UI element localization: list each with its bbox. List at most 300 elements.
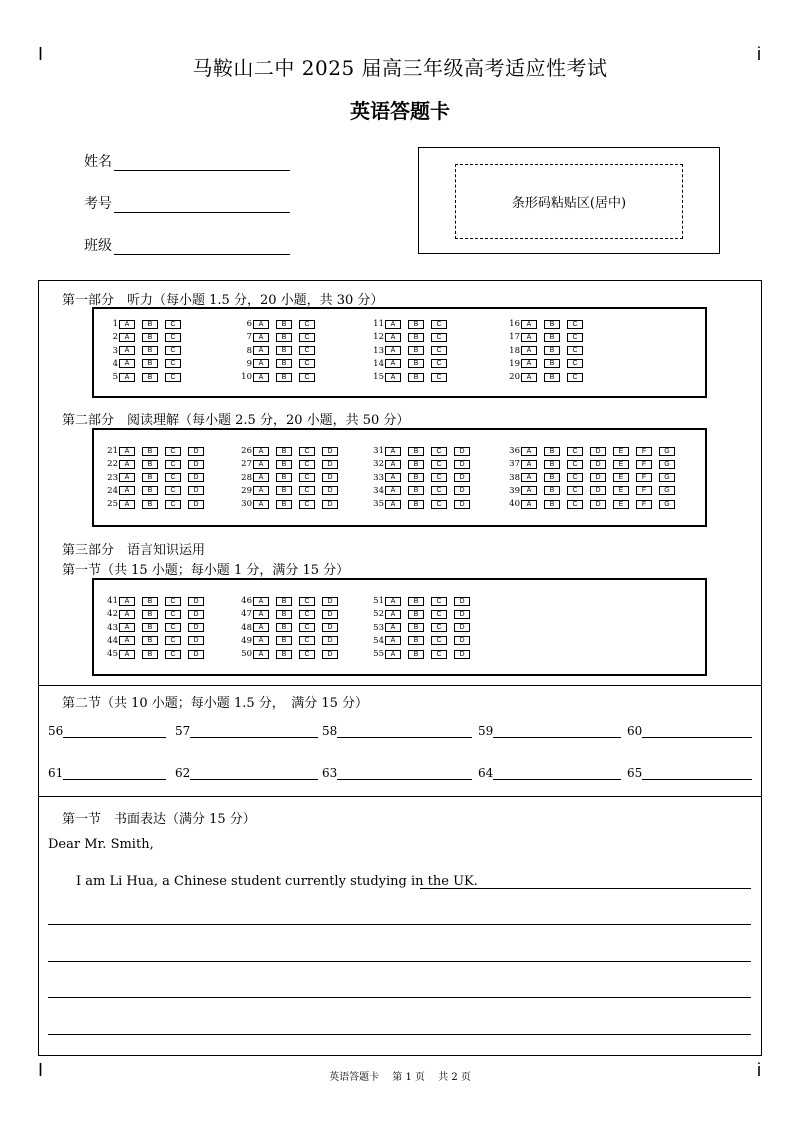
- option-bubble-b[interactable]: B: [544, 373, 560, 382]
- option-bubble-c[interactable]: C: [165, 623, 181, 632]
- fill-in-blank[interactable]: [322, 724, 472, 738]
- fill-in-blank[interactable]: [627, 724, 752, 738]
- option-bubble-b[interactable]: B: [408, 333, 424, 342]
- name-line[interactable]: [114, 154, 290, 171]
- option-bubble-b[interactable]: B: [408, 473, 424, 482]
- question-number: 12: [373, 332, 384, 343]
- option-bubble-b[interactable]: B: [276, 610, 292, 619]
- blank-line[interactable]: [642, 724, 752, 738]
- exam-title: 马鞍山二中 2025 届高三年级高考适应性考试: [192, 56, 608, 80]
- option-bubble-c[interactable]: C: [299, 597, 315, 606]
- writing-line[interactable]: [48, 997, 751, 998]
- option-bubble-b[interactable]: B: [276, 373, 292, 382]
- blank-number: 61: [48, 766, 64, 780]
- fill-in-blank[interactable]: [48, 724, 166, 738]
- option-bubble-a[interactable]: A: [385, 486, 401, 495]
- blank-line[interactable]: [337, 766, 472, 780]
- option-bubble-g[interactable]: G: [659, 447, 675, 456]
- option-bubble-b[interactable]: B: [544, 500, 560, 509]
- fill-in-blank[interactable]: [175, 724, 318, 738]
- option-bubble-c[interactable]: C: [165, 610, 181, 619]
- option-bubble-c[interactable]: C: [567, 486, 583, 495]
- blank-line[interactable]: [190, 724, 318, 738]
- option-bubble-a[interactable]: A: [385, 359, 401, 368]
- option-bubble-c[interactable]: C: [299, 650, 315, 659]
- question-number: 17: [509, 332, 520, 343]
- option-bubble-a[interactable]: A: [253, 597, 269, 606]
- option-bubble-d[interactable]: D: [454, 473, 470, 482]
- option-bubble-d[interactable]: D: [590, 500, 606, 509]
- option-bubble-d[interactable]: D: [590, 473, 606, 482]
- option-bubble-b[interactable]: B: [142, 597, 158, 606]
- option-bubble-a[interactable]: A: [385, 346, 401, 355]
- option-bubble-c[interactable]: C: [431, 486, 447, 495]
- question-number: 51: [373, 596, 384, 606]
- option-bubble-c[interactable]: C: [431, 320, 447, 329]
- option-bubble-d[interactable]: D: [188, 623, 204, 632]
- option-bubble-b[interactable]: B: [142, 636, 158, 645]
- option-bubble-d[interactable]: D: [322, 473, 338, 482]
- question-row: [226, 445, 345, 457]
- question-number: 4: [112, 358, 118, 369]
- question-row: [494, 458, 682, 470]
- option-bubble-a[interactable]: A: [521, 359, 537, 368]
- option-bubble-c[interactable]: C: [431, 359, 447, 368]
- option-bubble-a[interactable]: A: [253, 320, 269, 329]
- option-bubble-d[interactable]: D: [188, 500, 204, 509]
- option-bubble-a[interactable]: A: [119, 610, 135, 619]
- page-footer: 英语答题卡 第 1 页 共 2 页: [329, 1072, 471, 1083]
- fill-in-blank[interactable]: [478, 766, 621, 780]
- writing-salutation: Dear Mr. Smith,: [48, 837, 154, 852]
- option-bubble-e[interactable]: E: [613, 460, 629, 469]
- option-bubble-f[interactable]: F: [636, 473, 652, 482]
- option-bubble-c[interactable]: C: [299, 447, 315, 456]
- option-bubble-b[interactable]: B: [408, 650, 424, 659]
- question-row: [226, 498, 345, 510]
- option-bubble-c[interactable]: C: [299, 460, 315, 469]
- option-bubble-f[interactable]: F: [636, 500, 652, 509]
- question-row: [358, 648, 477, 660]
- question-row: [226, 595, 345, 607]
- option-bubble-b[interactable]: B: [142, 610, 158, 619]
- option-bubble-e[interactable]: E: [613, 447, 629, 456]
- option-bubble-b[interactable]: B: [142, 320, 158, 329]
- option-bubble-b[interactable]: B: [408, 373, 424, 382]
- option-bubble-a[interactable]: A: [253, 486, 269, 495]
- option-bubble-b[interactable]: B: [276, 473, 292, 482]
- question-number: 20: [509, 372, 520, 383]
- option-bubble-a[interactable]: A: [385, 610, 401, 619]
- option-bubble-c[interactable]: C: [299, 333, 315, 342]
- option-bubble-b[interactable]: B: [276, 359, 292, 368]
- option-bubble-a[interactable]: A: [253, 473, 269, 482]
- option-bubble-a[interactable]: A: [253, 333, 269, 342]
- question-row: [358, 498, 477, 510]
- option-bubble-b[interactable]: B: [408, 623, 424, 632]
- blank-line[interactable]: [190, 766, 318, 780]
- question-row: [226, 622, 345, 634]
- option-bubble-d[interactable]: D: [454, 597, 470, 606]
- option-bubble-c[interactable]: C: [431, 623, 447, 632]
- question-number: 2: [112, 332, 118, 343]
- question-number: 21: [107, 446, 118, 456]
- option-bubble-b[interactable]: B: [408, 486, 424, 495]
- option-bubble-a[interactable]: A: [385, 500, 401, 509]
- fill-in-blank[interactable]: [322, 766, 472, 780]
- option-bubble-a[interactable]: A: [385, 650, 401, 659]
- option-bubble-g[interactable]: G: [659, 473, 675, 482]
- option-bubble-d[interactable]: D: [322, 650, 338, 659]
- option-bubble-c[interactable]: C: [299, 320, 315, 329]
- option-bubble-c[interactable]: C: [165, 636, 181, 645]
- option-bubble-e[interactable]: E: [613, 486, 629, 495]
- option-bubble-a[interactable]: A: [253, 636, 269, 645]
- option-bubble-c[interactable]: C: [299, 486, 315, 495]
- option-bubble-a[interactable]: A: [119, 346, 135, 355]
- option-bubble-d[interactable]: D: [188, 610, 204, 619]
- option-bubble-b[interactable]: B: [142, 486, 158, 495]
- option-bubble-d[interactable]: D: [188, 486, 204, 495]
- option-bubble-b[interactable]: B: [408, 346, 424, 355]
- option-bubble-b[interactable]: B: [276, 447, 292, 456]
- question-number: 44: [107, 635, 118, 646]
- option-bubble-a[interactable]: A: [385, 320, 401, 329]
- fill-in-blank[interactable]: [48, 766, 166, 780]
- option-bubble-b[interactable]: B: [544, 333, 560, 342]
- option-bubble-a[interactable]: A: [521, 373, 537, 382]
- blank-line[interactable]: [63, 766, 166, 780]
- question-number: 19: [509, 358, 520, 369]
- question-row: [92, 485, 211, 497]
- option-bubble-c[interactable]: C: [431, 333, 447, 342]
- option-bubble-a[interactable]: A: [521, 486, 537, 495]
- blank-line[interactable]: [493, 766, 621, 780]
- option-bubble-d[interactable]: D: [454, 650, 470, 659]
- option-bubble-d[interactable]: D: [322, 597, 338, 606]
- option-bubble-a[interactable]: A: [253, 500, 269, 509]
- option-bubble-b[interactable]: B: [544, 346, 560, 355]
- blank-number: 64: [478, 766, 494, 780]
- option-bubble-d[interactable]: D: [454, 486, 470, 495]
- option-bubble-a[interactable]: A: [119, 460, 135, 469]
- option-bubble-a[interactable]: A: [119, 597, 135, 606]
- option-bubble-a[interactable]: A: [119, 333, 135, 342]
- question-number: 32: [373, 459, 384, 470]
- option-bubble-c[interactable]: C: [165, 460, 181, 469]
- question-row: [358, 345, 454, 357]
- option-bubble-c[interactable]: C: [165, 320, 181, 329]
- option-bubble-a[interactable]: A: [253, 623, 269, 632]
- option-bubble-d[interactable]: D: [590, 447, 606, 456]
- name-field[interactable]: [84, 151, 290, 171]
- option-bubble-a[interactable]: A: [521, 333, 537, 342]
- question-row: [358, 485, 477, 497]
- option-bubble-a[interactable]: A: [521, 500, 537, 509]
- question-number: 54: [373, 635, 384, 646]
- option-bubble-g[interactable]: G: [659, 486, 675, 495]
- option-bubble-b[interactable]: B: [142, 359, 158, 368]
- option-bubble-b[interactable]: B: [276, 636, 292, 645]
- option-bubble-a[interactable]: A: [385, 597, 401, 606]
- question-row: [226, 472, 345, 484]
- question-row: [358, 458, 477, 470]
- option-bubble-c[interactable]: C: [299, 500, 315, 509]
- option-bubble-c[interactable]: C: [567, 373, 583, 382]
- option-bubble-b[interactable]: B: [408, 447, 424, 456]
- option-bubble-d[interactable]: D: [322, 486, 338, 495]
- option-bubble-b[interactable]: B: [142, 346, 158, 355]
- question-row: [358, 331, 454, 343]
- question-number: 23: [107, 472, 118, 483]
- option-bubble-c[interactable]: C: [431, 636, 447, 645]
- option-bubble-a[interactable]: A: [253, 447, 269, 456]
- option-bubble-a[interactable]: A: [119, 473, 135, 482]
- option-bubble-c[interactable]: C: [165, 346, 181, 355]
- blank-line[interactable]: [63, 724, 166, 738]
- option-bubble-a[interactable]: A: [385, 373, 401, 382]
- option-bubble-c[interactable]: C: [165, 359, 181, 368]
- option-bubble-d[interactable]: D: [322, 500, 338, 509]
- option-bubble-b[interactable]: B: [408, 500, 424, 509]
- option-bubble-g[interactable]: G: [659, 460, 675, 469]
- writing-line[interactable]: [48, 1034, 751, 1035]
- option-bubble-a[interactable]: A: [521, 460, 537, 469]
- option-bubble-d[interactable]: D: [188, 636, 204, 645]
- option-bubble-d[interactable]: D: [454, 623, 470, 632]
- option-bubble-b[interactable]: B: [408, 597, 424, 606]
- question-number: 40: [509, 499, 520, 510]
- question-number: 42: [107, 609, 118, 620]
- question-number: 30: [241, 499, 252, 510]
- option-bubble-b[interactable]: B: [408, 320, 424, 329]
- option-bubble-b[interactable]: B: [544, 359, 560, 368]
- option-bubble-c[interactable]: C: [431, 373, 447, 382]
- option-bubble-c[interactable]: C: [165, 473, 181, 482]
- option-bubble-a[interactable]: A: [385, 636, 401, 645]
- option-bubble-f[interactable]: F: [636, 486, 652, 495]
- option-bubble-d[interactable]: D: [454, 500, 470, 509]
- option-bubble-c[interactable]: C: [567, 359, 583, 368]
- option-bubble-c[interactable]: C: [299, 346, 315, 355]
- option-bubble-c[interactable]: C: [431, 500, 447, 509]
- option-bubble-c[interactable]: C: [299, 610, 315, 619]
- option-bubble-b[interactable]: B: [142, 333, 158, 342]
- exam-number-label: 考号: [84, 196, 112, 212]
- fill-in-blank[interactable]: [627, 766, 752, 780]
- option-bubble-b[interactable]: B: [408, 636, 424, 645]
- option-bubble-c[interactable]: C: [299, 623, 315, 632]
- blank-number: 62: [175, 766, 191, 780]
- option-bubble-c[interactable]: C: [567, 500, 583, 509]
- fill-in-blank[interactable]: [175, 766, 318, 780]
- option-bubble-b[interactable]: B: [544, 447, 560, 456]
- option-bubble-c[interactable]: C: [165, 650, 181, 659]
- option-bubble-d[interactable]: D: [188, 447, 204, 456]
- option-bubble-c[interactable]: C: [165, 447, 181, 456]
- option-bubble-b[interactable]: B: [276, 320, 292, 329]
- option-bubble-a[interactable]: A: [385, 447, 401, 456]
- option-bubble-d[interactable]: D: [454, 610, 470, 619]
- option-bubble-b[interactable]: B: [142, 373, 158, 382]
- question-row: [494, 485, 682, 497]
- exam-number-field[interactable]: [84, 193, 290, 213]
- barcode-paste-zone: [455, 164, 683, 239]
- option-bubble-b[interactable]: B: [408, 610, 424, 619]
- option-bubble-b[interactable]: B: [544, 320, 560, 329]
- option-bubble-e[interactable]: E: [613, 500, 629, 509]
- option-bubble-d[interactable]: D: [454, 447, 470, 456]
- option-bubble-d[interactable]: D: [590, 460, 606, 469]
- option-bubble-a[interactable]: A: [253, 610, 269, 619]
- question-number: 25: [107, 499, 118, 510]
- option-bubble-g[interactable]: G: [659, 500, 675, 509]
- option-bubble-f[interactable]: F: [636, 447, 652, 456]
- option-bubble-a[interactable]: A: [253, 373, 269, 382]
- question-number: 34: [373, 485, 384, 496]
- option-bubble-d[interactable]: D: [322, 447, 338, 456]
- option-bubble-b[interactable]: B: [142, 623, 158, 632]
- option-bubble-c[interactable]: C: [165, 486, 181, 495]
- option-bubble-d[interactable]: D: [188, 650, 204, 659]
- option-bubble-a[interactable]: A: [253, 460, 269, 469]
- option-bubble-d[interactable]: D: [322, 460, 338, 469]
- writing-line[interactable]: [48, 924, 751, 925]
- option-bubble-a[interactable]: A: [119, 650, 135, 659]
- writing-line[interactable]: [48, 961, 751, 962]
- fill-in-blank[interactable]: [478, 724, 621, 738]
- option-bubble-a[interactable]: A: [119, 486, 135, 495]
- blank-line[interactable]: [642, 766, 752, 780]
- option-bubble-c[interactable]: C: [165, 333, 181, 342]
- option-bubble-a[interactable]: A: [253, 346, 269, 355]
- option-bubble-c[interactable]: C: [165, 597, 181, 606]
- option-bubble-c[interactable]: C: [431, 597, 447, 606]
- option-bubble-a[interactable]: A: [119, 320, 135, 329]
- option-bubble-c[interactable]: C: [567, 333, 583, 342]
- option-bubble-b[interactable]: B: [276, 346, 292, 355]
- option-bubble-c[interactable]: C: [567, 346, 583, 355]
- blank-number: 58: [322, 724, 338, 738]
- option-bubble-b[interactable]: B: [276, 623, 292, 632]
- option-bubble-b[interactable]: B: [142, 473, 158, 482]
- option-bubble-a[interactable]: A: [385, 623, 401, 632]
- option-bubble-c[interactable]: C: [567, 473, 583, 482]
- option-bubble-d[interactable]: D: [188, 597, 204, 606]
- option-bubble-c[interactable]: C: [431, 460, 447, 469]
- question-number: 6: [246, 319, 252, 329]
- option-bubble-b[interactable]: B: [142, 500, 158, 509]
- option-bubble-a[interactable]: A: [253, 650, 269, 659]
- option-bubble-d[interactable]: D: [322, 610, 338, 619]
- option-bubble-c[interactable]: C: [165, 500, 181, 509]
- question-row: [494, 445, 682, 457]
- question-number: 26: [241, 446, 252, 456]
- option-bubble-c[interactable]: C: [165, 373, 181, 382]
- option-bubble-a[interactable]: A: [521, 473, 537, 482]
- option-bubble-c[interactable]: C: [567, 447, 583, 456]
- option-bubble-c[interactable]: C: [431, 346, 447, 355]
- option-bubble-a[interactable]: A: [119, 359, 135, 368]
- option-bubble-c[interactable]: C: [299, 373, 315, 382]
- question-row: [92, 595, 211, 607]
- option-bubble-b[interactable]: B: [142, 460, 158, 469]
- option-bubble-b[interactable]: B: [276, 486, 292, 495]
- option-bubble-c[interactable]: C: [299, 359, 315, 368]
- option-bubble-b[interactable]: B: [408, 359, 424, 368]
- blank-line[interactable]: [493, 724, 621, 738]
- option-bubble-d[interactable]: D: [188, 460, 204, 469]
- option-bubble-b[interactable]: B: [408, 460, 424, 469]
- option-bubble-a[interactable]: A: [385, 473, 401, 482]
- option-bubble-a[interactable]: A: [521, 346, 537, 355]
- question-row: [92, 498, 211, 510]
- option-bubble-d[interactable]: D: [454, 460, 470, 469]
- option-bubble-d[interactable]: D: [188, 473, 204, 482]
- option-bubble-a[interactable]: A: [521, 320, 537, 329]
- option-bubble-d[interactable]: D: [322, 636, 338, 645]
- question-row: [494, 318, 590, 330]
- option-bubble-c[interactable]: C: [431, 447, 447, 456]
- option-bubble-c[interactable]: C: [431, 473, 447, 482]
- option-bubble-c[interactable]: C: [431, 650, 447, 659]
- question-row: [358, 371, 454, 383]
- option-bubble-b[interactable]: B: [544, 473, 560, 482]
- question-number: 24: [107, 485, 118, 496]
- option-bubble-d[interactable]: D: [322, 623, 338, 632]
- question-number: 5: [112, 372, 118, 383]
- option-bubble-a[interactable]: A: [119, 447, 135, 456]
- option-bubble-a[interactable]: A: [119, 500, 135, 509]
- option-bubble-b[interactable]: B: [544, 486, 560, 495]
- option-bubble-b[interactable]: B: [142, 447, 158, 456]
- question-number: 18: [509, 345, 520, 356]
- corner-mark-bottom-left: I: [38, 1060, 44, 1080]
- option-bubble-b[interactable]: B: [276, 460, 292, 469]
- option-bubble-c[interactable]: C: [299, 473, 315, 482]
- question-row: [226, 345, 322, 357]
- option-bubble-b[interactable]: B: [276, 333, 292, 342]
- question-row: [226, 458, 345, 470]
- option-bubble-c[interactable]: C: [299, 636, 315, 645]
- option-bubble-a[interactable]: A: [119, 373, 135, 382]
- option-bubble-a[interactable]: A: [521, 447, 537, 456]
- option-bubble-a[interactable]: A: [119, 623, 135, 632]
- option-bubble-d[interactable]: D: [590, 486, 606, 495]
- option-bubble-f[interactable]: F: [636, 460, 652, 469]
- option-bubble-c[interactable]: C: [567, 460, 583, 469]
- option-bubble-a[interactable]: A: [119, 636, 135, 645]
- option-bubble-d[interactable]: D: [454, 636, 470, 645]
- blank-line[interactable]: [337, 724, 472, 738]
- option-bubble-b[interactable]: B: [276, 650, 292, 659]
- option-bubble-c[interactable]: C: [431, 610, 447, 619]
- option-bubble-a[interactable]: A: [385, 460, 401, 469]
- question-row: [226, 318, 322, 330]
- option-bubble-e[interactable]: E: [613, 473, 629, 482]
- class-field[interactable]: [84, 235, 290, 255]
- option-bubble-c[interactable]: C: [567, 320, 583, 329]
- option-bubble-a[interactable]: A: [385, 333, 401, 342]
- writing-line[interactable]: [420, 888, 751, 889]
- option-bubble-b[interactable]: B: [276, 500, 292, 509]
- exam-number-line[interactable]: [114, 196, 290, 213]
- class-line[interactable]: [114, 238, 290, 255]
- option-bubble-a[interactable]: A: [253, 359, 269, 368]
- option-bubble-b[interactable]: B: [276, 597, 292, 606]
- option-bubble-b[interactable]: B: [544, 460, 560, 469]
- option-bubble-b[interactable]: B: [142, 650, 158, 659]
